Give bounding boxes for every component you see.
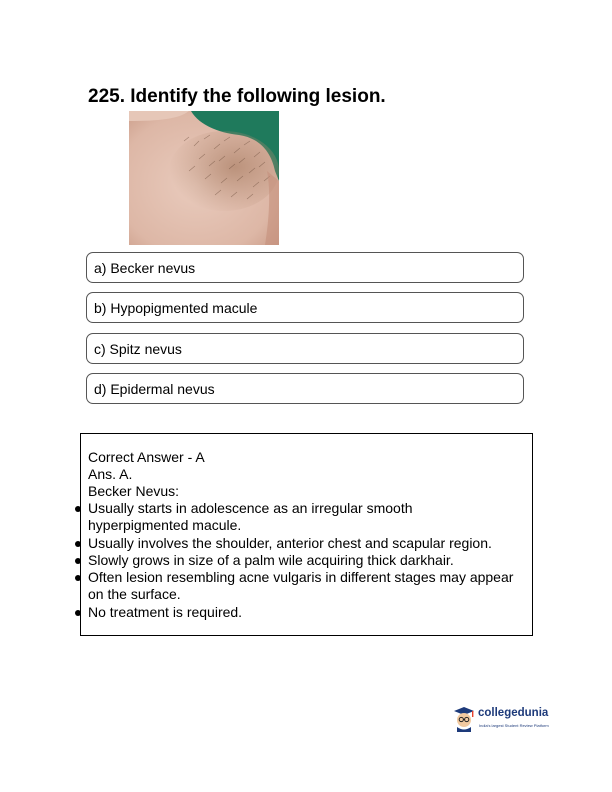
bullet-line: No treatment is required. [88, 604, 243, 620]
answer-letter: Ans. A. [88, 466, 133, 482]
question-title: 225. Identify the following lesion. [88, 86, 386, 107]
bullet-line: Slowly grows in size of a palm wile acquiring thick darkhair. [88, 552, 454, 568]
bullet-line: Usually starts in adolescence as an irregular smooth [88, 500, 413, 516]
bullet-icon [75, 558, 81, 564]
lesion-photo [129, 111, 279, 245]
collegedunia-logo[interactable] [451, 704, 561, 734]
bullet-icon [75, 575, 81, 581]
correct-answer: Correct Answer - A [88, 449, 205, 465]
graduate-mascot-icon [451, 704, 477, 732]
answer-heading: Becker Nevus: [88, 483, 180, 499]
answer-box [80, 433, 533, 636]
option-a[interactable]: a) Becker nevus [86, 252, 524, 283]
bullet-line: Usually involves the shoulder, anterior chest and scapular region. [88, 535, 492, 551]
bullet-line: on the surface. [88, 586, 181, 602]
bullet-icon [75, 610, 81, 616]
bullet-line: Often lesion resembling acne vulgaris in different stages may appear [88, 569, 514, 585]
bullet-icon [75, 506, 81, 512]
logo-name: collegedunia [478, 707, 549, 719]
logo-tagline: India's largest Student Review Platform [479, 723, 549, 728]
option-c[interactable]: c) Spitz nevus [86, 333, 524, 364]
bullet-line: hyperpigmented macule. [88, 517, 242, 533]
option-d[interactable]: d) Epidermal nevus [86, 373, 524, 404]
bullet-icon [75, 541, 81, 547]
option-b[interactable]: b) Hypopigmented macule [86, 292, 524, 323]
